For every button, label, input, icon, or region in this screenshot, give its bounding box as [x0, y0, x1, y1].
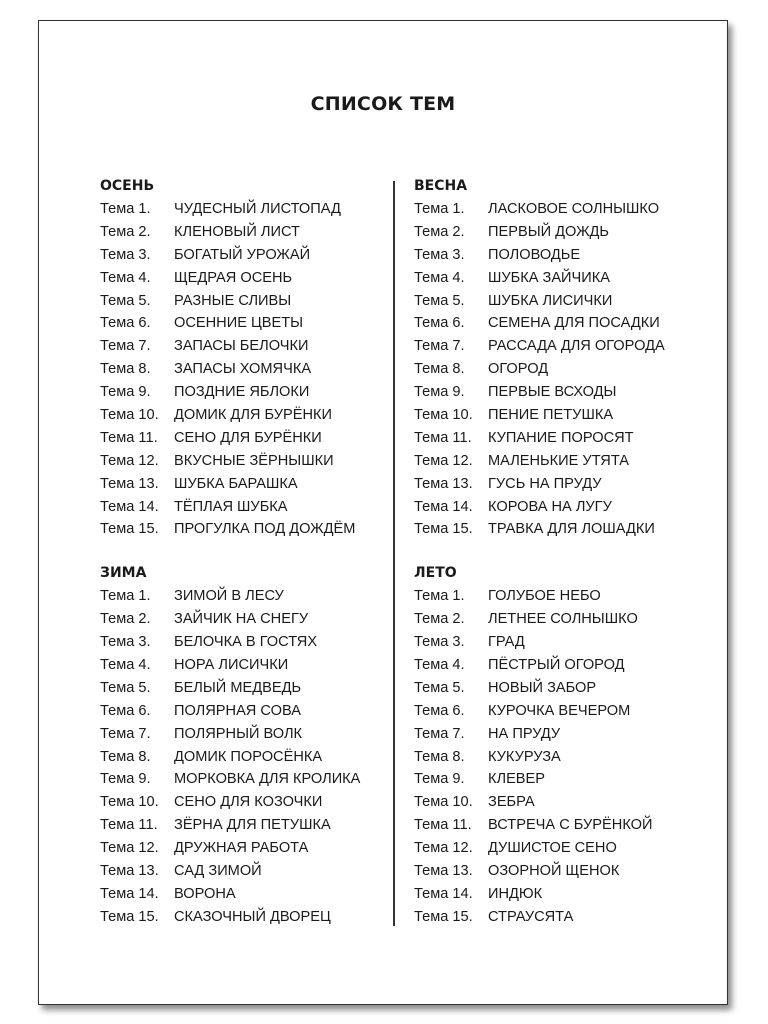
list-item [100, 585, 390, 608]
topic-number: Тема 6. [414, 315, 465, 332]
topic-name: ОГОРОД [488, 361, 549, 378]
topic-name: КЛЕНОВЫЙ ЛИСТ [174, 223, 300, 240]
topic-name: ЩЕДРАЯ ОСЕНЬ [174, 269, 293, 286]
list-item [100, 335, 390, 358]
list-item [100, 723, 390, 746]
topic-number: Тема 15. [414, 908, 473, 925]
season-title: ОСЕНЬ [100, 178, 155, 194]
topic-number: Тема 8. [100, 361, 151, 378]
topic-number: Тема 4. [100, 657, 151, 674]
list-item [414, 906, 704, 929]
topic-number: Тема 9. [100, 771, 151, 788]
topic-number: Тема 15. [100, 521, 159, 538]
topic-number: Тема 11. [414, 429, 472, 446]
topic-number: Тема 14. [414, 885, 473, 902]
list-item [100, 496, 390, 519]
list-item [100, 906, 390, 929]
list-item [414, 814, 704, 837]
list-item [414, 244, 704, 267]
list-item [100, 221, 390, 244]
list-item [100, 631, 390, 654]
topic-name: БЕЛЫЙ МЕДВЕДЬ [174, 679, 302, 696]
topic-name: ЛЕТНЕЕ СОЛНЫШКО [488, 611, 638, 628]
topic-number: Тема 7. [414, 725, 465, 742]
list-item [414, 518, 704, 541]
document-page [38, 20, 728, 1005]
topic-number: Тема 11. [100, 817, 158, 834]
topic-number: Тема 6. [100, 315, 151, 332]
topic-name: ДОМИК ПОРОСЁНКА [174, 748, 323, 765]
topic-number: Тема 2. [100, 223, 151, 240]
list-item [414, 654, 704, 677]
topic-number: Тема 7. [100, 725, 151, 742]
topic-number: Тема 10. [414, 407, 473, 424]
topic-number: Тема 1. [414, 588, 465, 605]
list-item [414, 723, 704, 746]
list-item [414, 746, 704, 769]
topic-name: ДРУЖНАЯ РАБОТА [174, 840, 309, 857]
topic-number: Тема 3. [414, 634, 465, 651]
list-item [414, 768, 704, 791]
list-item [414, 631, 704, 654]
topic-name: ЧУДЕСНЫЙ ЛИСТОПАД [174, 201, 341, 217]
topic-number: Тема 8. [100, 748, 151, 765]
list-item [100, 198, 390, 221]
list-item [414, 677, 704, 700]
topic-name: ВОРОНА [174, 885, 236, 902]
topic-number: Тема 2. [414, 611, 465, 628]
topic-number: Тема 1. [100, 201, 151, 217]
topic-number: Тема 11. [414, 817, 472, 834]
left-column [100, 175, 390, 929]
topic-number: Тема 5. [100, 679, 151, 696]
list-item [414, 496, 704, 519]
topic-number: Тема 9. [414, 771, 465, 788]
topic-name: ИНДЮК [488, 885, 543, 902]
list-item [414, 585, 704, 608]
topic-number: Тема 13. [414, 863, 473, 880]
list-item [414, 221, 704, 244]
topic-name: ТРАВКА ДЛЯ ЛОШАДКИ [488, 521, 655, 538]
topic-number: Тема 13. [100, 863, 159, 880]
topic-number: Тема 2. [414, 223, 465, 240]
topic-name: СЕНО ДЛЯ БУРЁНКИ [174, 429, 322, 446]
topic-number: Тема 4. [414, 269, 465, 286]
list-item [100, 473, 390, 496]
topic-number: Тема 1. [414, 201, 465, 217]
season-section [100, 562, 390, 928]
topic-number: Тема 1. [100, 588, 151, 605]
topic-name: БЕЛОЧКА В ГОСТЯХ [174, 634, 318, 651]
topic-name: ЗИМОЙ В ЛЕСУ [174, 588, 284, 605]
topic-name: КЛЕВЕР [488, 771, 546, 788]
topic-name: ДУШИСТОЕ СЕНО [488, 840, 617, 857]
topic-name: ГОЛУБОЕ НЕБО [488, 588, 601, 605]
season-title: ЛЕТО [414, 565, 457, 582]
topic-name: ОЗОРНОЙ ЩЕНОК [488, 863, 620, 880]
list-item [414, 700, 704, 723]
list-item [100, 404, 390, 427]
list-item [100, 677, 390, 700]
topic-number: Тема 6. [414, 702, 465, 719]
topic-name: ШУБКА ЛИСИЧКИ [488, 292, 613, 309]
list-item [414, 290, 704, 313]
topic-name: ВСТРЕЧА С БУРЁНКОЙ [488, 817, 653, 834]
topic-number: Тема 4. [414, 657, 465, 674]
list-item [414, 358, 704, 381]
list-item [100, 427, 390, 450]
season-title: ВЕСНА [414, 178, 468, 194]
topic-number: Тема 10. [100, 407, 159, 424]
list-item [100, 860, 390, 883]
topic-name: ПЕРВЫЕ ВСХОДЫ [488, 384, 617, 401]
season-section [100, 175, 390, 541]
topic-number: Тема 15. [414, 521, 473, 538]
list-item [100, 814, 390, 837]
topic-number: Тема 8. [414, 361, 465, 378]
topic-number: Тема 11. [100, 429, 158, 446]
topic-number: Тема 8. [414, 748, 465, 765]
topic-number: Тема 13. [414, 475, 473, 492]
topic-name: КОРОВА НА ЛУГУ [488, 498, 612, 515]
season-section [414, 562, 704, 928]
topic-name: ЗАПАСЫ ХОМЯЧКА [174, 361, 312, 378]
topic-name: ПОЛЯРНЫЙ ВОЛК [174, 725, 303, 742]
list-item [414, 837, 704, 860]
topic-number: Тема 3. [100, 634, 151, 651]
list-item [100, 518, 390, 541]
topic-name: ПЁСТРЫЙ ОГОРОД [488, 657, 625, 674]
topic-number: Тема 13. [100, 475, 159, 492]
list-item [414, 883, 704, 906]
list-item [414, 312, 704, 335]
topic-number: Тема 3. [414, 246, 465, 263]
list-item [414, 335, 704, 358]
list-item [100, 700, 390, 723]
topic-name: МАЛЕНЬКИЕ УТЯТА [488, 452, 629, 469]
topic-number: Тема 10. [414, 794, 473, 811]
topic-name: ГУСЬ НА ПРУДУ [488, 475, 602, 492]
list-item [100, 837, 390, 860]
topic-name: ПОЗДНИЕ ЯБЛОКИ [174, 384, 310, 401]
topic-number: Тема 12. [414, 452, 473, 469]
topic-number: Тема 12. [100, 452, 159, 469]
column-divider [393, 181, 395, 926]
topic-name: САД ЗИМОЙ [174, 863, 262, 880]
list-item [100, 654, 390, 677]
topic-name: ЗЁРНА ДЛЯ ПЕТУШКА [174, 817, 331, 834]
topic-name: ДОМИК ДЛЯ БУРЁНКИ [174, 407, 333, 424]
topic-name: БОГАТЫЙ УРОЖАЙ [174, 246, 311, 263]
topic-name: ЗЕБРА [488, 794, 535, 811]
topic-number: Тема 6. [100, 702, 151, 719]
topic-name: ПЕРВЫЙ ДОЖДЬ [488, 223, 610, 240]
topic-number: Тема 9. [100, 384, 151, 401]
topic-number: Тема 5. [414, 679, 465, 696]
topic-name: РАССАДА ДЛЯ ОГОРОДА [488, 338, 665, 355]
topic-number: Тема 14. [100, 885, 159, 902]
list-item [414, 450, 704, 473]
topic-number: Тема 4. [100, 269, 151, 286]
list-item [414, 404, 704, 427]
topic-name: ПОЛОВОДЬЕ [488, 246, 581, 263]
topic-number: Тема 2. [100, 611, 151, 628]
list-item [100, 358, 390, 381]
list-item [414, 427, 704, 450]
topic-number: Тема 5. [414, 292, 465, 309]
list-item [100, 608, 390, 631]
list-item [100, 791, 390, 814]
list-item [100, 746, 390, 769]
topic-name: ВКУСНЫЕ ЗЁРНЫШКИ [174, 452, 334, 469]
topic-name: ГРАД [488, 634, 525, 651]
topic-name: НА ПРУДУ [488, 725, 561, 742]
list-item [414, 381, 704, 404]
topic-number: Тема 3. [100, 246, 151, 263]
topic-number: Тема 7. [414, 338, 465, 355]
list-item [414, 473, 704, 496]
topic-name: ПЕНИЕ ПЕТУШКА [488, 407, 614, 424]
list-item [100, 381, 390, 404]
topic-number: Тема 15. [100, 908, 159, 925]
page-title: СПИСОК ТЕМ [310, 93, 456, 115]
topic-name: КУПАНИЕ ПОРОСЯТ [488, 429, 634, 446]
right-column [414, 175, 704, 929]
list-item [100, 290, 390, 313]
topic-name: ОСЕННИЕ ЦВЕТЫ [174, 315, 304, 332]
list-item [100, 768, 390, 791]
topic-name: ПОЛЯРНАЯ СОВА [174, 702, 301, 719]
list-item [414, 198, 704, 221]
topic-name: ЗАЙЧИК НА СНЕГУ [174, 611, 309, 628]
topic-name: СТРАУСЯТА [488, 908, 574, 925]
topic-name: СКАЗОЧНЫЙ ДВОРЕЦ [174, 908, 331, 925]
season-title: ЗИМА [100, 565, 147, 582]
topic-name: НОРА ЛИСИЧКИ [174, 657, 289, 674]
season-section [414, 175, 704, 541]
topic-number: Тема 5. [100, 292, 151, 309]
topic-name: МОРКОВКА ДЛЯ КРОЛИКА [174, 771, 361, 788]
topic-name: ЛАСКОВОЕ СОЛНЫШКО [488, 201, 660, 217]
topic-name: ПРОГУЛКА ПОД ДОЖДЁМ [174, 521, 356, 538]
list-item [100, 883, 390, 906]
topic-name: РАЗНЫЕ СЛИВЫ [174, 292, 292, 309]
list-item [414, 608, 704, 631]
topic-name: СЕНО ДЛЯ КОЗОЧКИ [174, 794, 323, 811]
topic-name: ШУБКА ЗАЙЧИКА [488, 269, 611, 286]
topic-number: Тема 12. [100, 840, 159, 857]
topic-name: ТЁПЛАЯ ШУБКА [174, 498, 288, 515]
topic-name: КУРОЧКА ВЕЧЕРОМ [488, 702, 631, 719]
topic-number: Тема 12. [414, 840, 473, 857]
list-item [100, 312, 390, 335]
list-item [100, 267, 390, 290]
list-item [414, 791, 704, 814]
topic-number: Тема 14. [100, 498, 159, 515]
topic-number: Тема 9. [414, 384, 465, 401]
topic-name: ЗАПАСЫ БЕЛОЧКИ [174, 338, 309, 355]
topic-name: ШУБКА БАРАШКА [174, 475, 298, 492]
topic-name: КУКУРУЗА [488, 748, 561, 765]
topic-number: Тема 14. [414, 498, 473, 515]
topic-number: Тема 10. [100, 794, 159, 811]
topic-name: СЕМЕНА ДЛЯ ПОСАДКИ [488, 315, 660, 332]
list-item [100, 450, 390, 473]
list-item [100, 244, 390, 267]
topic-number: Тема 7. [100, 338, 151, 355]
topic-name: НОВЫЙ ЗАБОР [488, 679, 597, 696]
list-item [414, 267, 704, 290]
list-item [414, 860, 704, 883]
